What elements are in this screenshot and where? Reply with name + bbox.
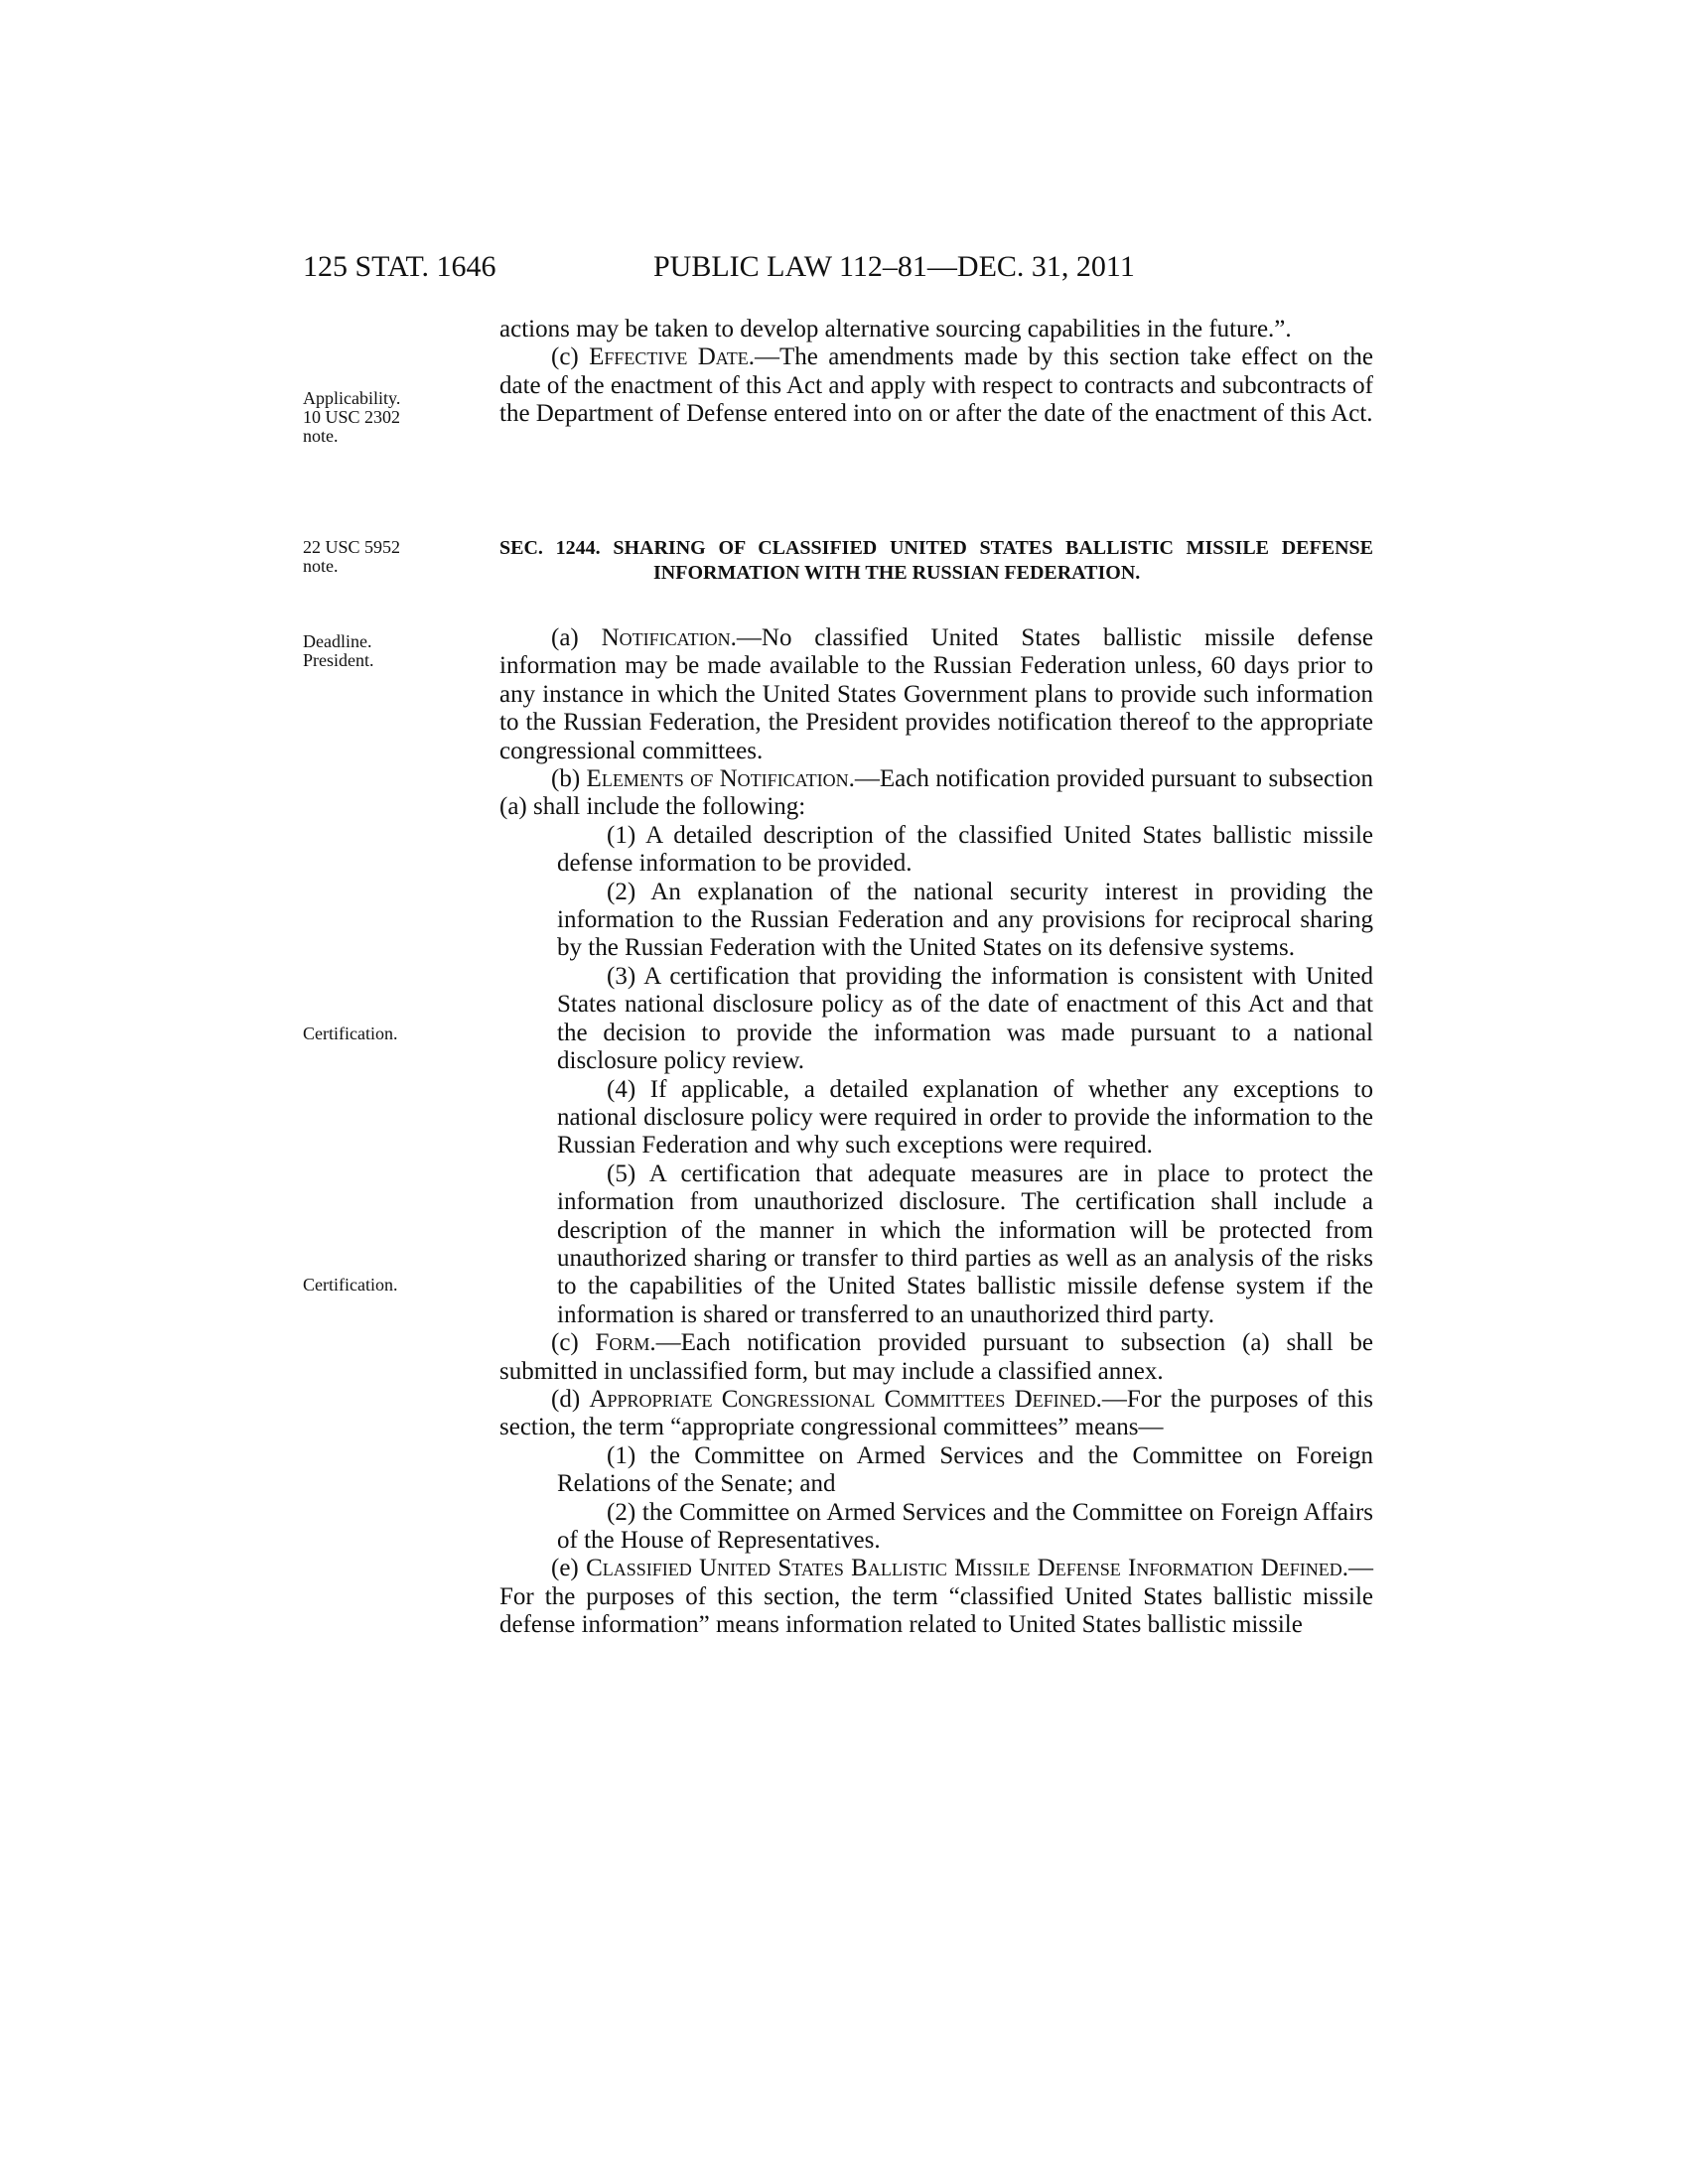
main-text-block — [499, 624, 1373, 1640]
margin-note-applicability: Applicability. 10 USC 2302 note. — [303, 388, 401, 446]
paragraph-committee-1: (1) the Committee on Armed Services and the Committee on Foreign Relations of the Senate; and — [557, 1441, 1373, 1498]
paragraph-notification: (a) Notification.—No classified United States ballistic missile defense information may be made available to the Russian Federation unless, 60 days prior to any instance in which the United States Government plans to provide such information to the Russian Federation, the President provides notification thereof to the appropriate congressional committees. — [499, 624, 1373, 764]
margin-note-deadline: Deadline. President. — [303, 631, 374, 670]
public-law-title: PUBLIC LAW 112–81—DEC. 31, 2011 — [653, 250, 1135, 283]
margin-note-certification: Certification. — [303, 1275, 398, 1295]
paragraph-item-1: (1) A detailed description of the classified United States ballistic missile defense information to be provided. — [557, 821, 1373, 878]
paragraph-continuation: actions may be taken to develop alternative sourcing capabilities in the future.”. — [499, 316, 1292, 342]
paragraph-item-2: (2) An explanation of the national security interest in providing the information to the Russian Federation and any provisions for reciprocal sharing by the Russian Federation with the United States on its defensive systems. — [557, 878, 1373, 962]
margin-note-certification: Certification. — [303, 1024, 398, 1043]
section-heading: SEC. 1244. SHARING OF CLASSIFIED UNITED STATES BALLISTIC MISSILE DEFENSE INFORMATION WITH THE RUSSIAN FEDERATION. — [499, 537, 1373, 584]
paragraph-item-3: (3) A certification that providing the information is consistent with United States national disclosure policy as of the date of enactment of this Act and that the decision to provide the information was made pursuant to a national disclosure policy review. — [557, 962, 1373, 1075]
paragraph-elements: (b) Elements of Notification.—Each notification provided pursuant to subsection (a) shall include the following: — [499, 765, 1373, 821]
statute-page-number: 125 STAT. 1646 — [303, 250, 496, 283]
main-text-block — [499, 316, 1373, 429]
paragraph-form: (c) Form.—Each notification provided pursuant to subsection (a) shall be submitted in unclassified form, but may include a classified annex. — [499, 1329, 1373, 1385]
paragraph-effective-date: (c) Effective Date.—The amendments made by this section take effect on the date of the enactment of this Act and apply with respect to contracts and subcontracts of the Department of Defense entered into on or after the date of the enactment of this Act. — [499, 343, 1373, 428]
paragraph-information-defined: (e) Classified United States Ballistic Missile Defense Information Defined.—For the purposes of this section, the term “classified United States ballistic missile defense information” means information related to United States ballistic missile — [499, 1555, 1373, 1639]
paragraph-item-5: (5) A certification that adequate measures are in place to protect the information from unauthorized disclosure. The certification shall include a description of the manner in which the information will be protected from unauthorized sharing or transfer to third parties as well as an analysis of the risks to the capabilities of the United States ballistic missile defense system if the information is shared or transferred to an unauthorized third party. — [557, 1160, 1373, 1328]
page-header — [303, 250, 1380, 290]
section-heading-block — [499, 536, 1373, 586]
paragraph-committees-defined: (d) Appropriate Congressional Committees Defined.—For the purposes of this section, the term “appropriate congressional committees” means— — [499, 1385, 1373, 1441]
paragraph-committee-2: (2) the Committee on Armed Services and the Committee on Foreign Affairs of the House of Representatives. — [557, 1498, 1373, 1554]
margin-note-usc: 22 USC 5952 note. — [303, 537, 401, 576]
paragraph-item-4: (4) If applicable, a detailed explanation of whether any exceptions to national disclosure policy were required in order to provide the information to the Russian Federation and why such exceptions were required. — [557, 1075, 1373, 1160]
